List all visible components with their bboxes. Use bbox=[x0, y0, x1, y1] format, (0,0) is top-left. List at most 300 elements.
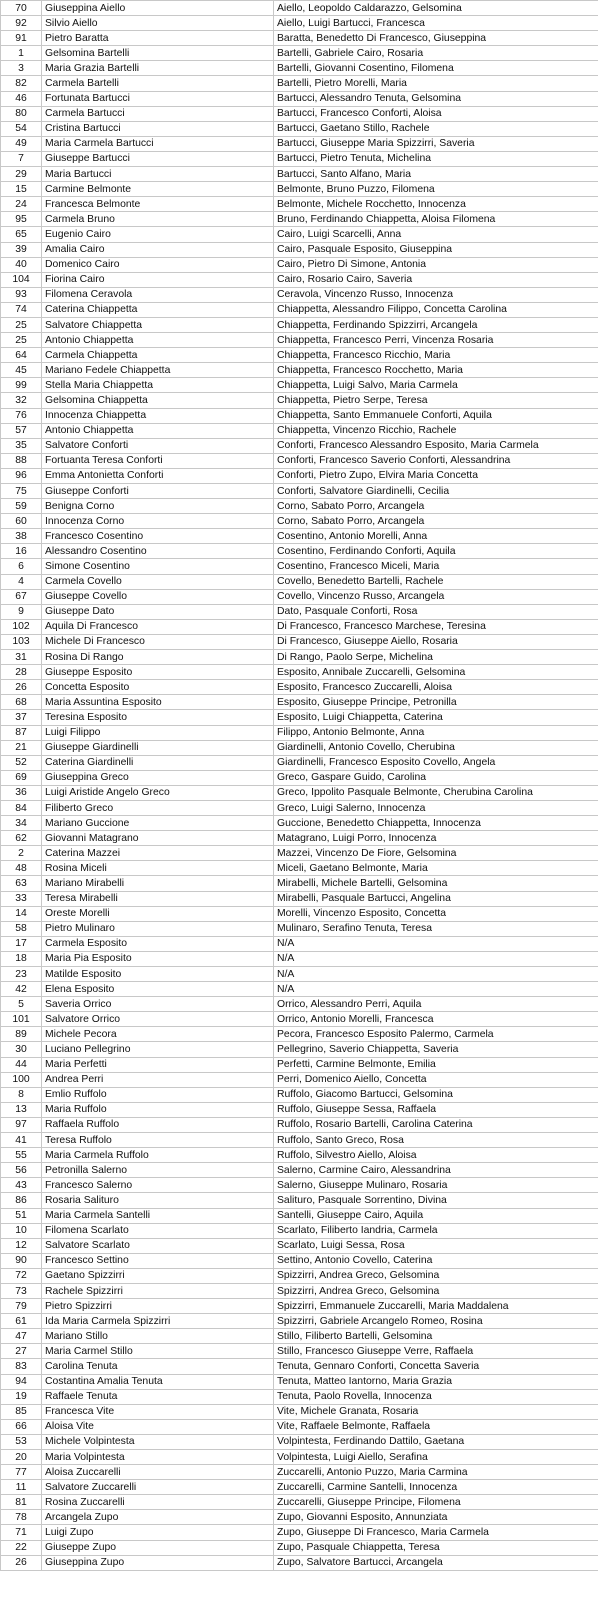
name-cell: Rosaria Salituro bbox=[42, 1193, 274, 1208]
table-row bbox=[1, 1117, 598, 1132]
table-row bbox=[1, 1148, 598, 1163]
parents-cell: Zuccarelli, Carmine Santelli, Innocenza bbox=[274, 1480, 598, 1495]
parents-cell: Giardinelli, Antonio Covello, Cherubina bbox=[274, 740, 598, 755]
table-row bbox=[1, 770, 598, 785]
parents-cell: Zuccarelli, Giuseppe Principe, Filomena bbox=[274, 1495, 598, 1510]
parents-cell: Mulinaro, Serafino Tenuta, Teresa bbox=[274, 921, 598, 936]
table-row bbox=[1, 936, 598, 951]
table-row bbox=[1, 408, 598, 423]
table-row bbox=[1, 1268, 598, 1283]
id-cell: 56 bbox=[1, 1163, 42, 1178]
name-cell: Aloisa Zuccarelli bbox=[42, 1465, 274, 1480]
parents-cell: N/A bbox=[274, 951, 598, 966]
table-row bbox=[1, 951, 598, 966]
parents-cell: Baratta, Benedetto Di Francesco, Giuseppina bbox=[274, 31, 598, 46]
table-row bbox=[1, 1344, 598, 1359]
parents-cell: Di Francesco, Francesco Marchese, Teresina bbox=[274, 619, 598, 634]
name-cell: Francesco Salerno bbox=[42, 1178, 274, 1193]
table-row bbox=[1, 1314, 598, 1329]
name-cell: Domenico Cairo bbox=[42, 257, 274, 272]
id-cell: 89 bbox=[1, 1027, 42, 1042]
parents-cell: Esposito, Giuseppe Principe, Petronilla bbox=[274, 695, 598, 710]
id-cell: 69 bbox=[1, 770, 42, 785]
id-cell: 45 bbox=[1, 363, 42, 378]
table-row bbox=[1, 227, 598, 242]
parents-cell: Bartucci, Alessandro Tenuta, Gelsomina bbox=[274, 91, 598, 106]
table-row bbox=[1, 333, 598, 348]
name-cell: Filiberto Greco bbox=[42, 800, 274, 815]
table-row bbox=[1, 1072, 598, 1087]
id-cell: 77 bbox=[1, 1465, 42, 1480]
id-cell: 19 bbox=[1, 1389, 42, 1404]
parents-cell: Salerno, Giuseppe Mulinaro, Rosaria bbox=[274, 1178, 598, 1193]
name-cell: Giovanni Matagrano bbox=[42, 831, 274, 846]
parents-cell: Cairo, Pasquale Esposito, Giuseppina bbox=[274, 242, 598, 257]
id-cell: 79 bbox=[1, 1299, 42, 1314]
table-row bbox=[1, 665, 598, 680]
parents-cell: Conforti, Salvatore Giardinelli, Cecilia bbox=[274, 484, 598, 499]
name-cell: Gelsomina Chiappetta bbox=[42, 393, 274, 408]
name-cell: Maria Ruffolo bbox=[42, 1102, 274, 1117]
name-cell: Francesco Settino bbox=[42, 1253, 274, 1268]
table-row bbox=[1, 1042, 598, 1057]
id-cell: 41 bbox=[1, 1133, 42, 1148]
parents-cell: Settino, Antonio Covello, Caterina bbox=[274, 1253, 598, 1268]
id-cell: 68 bbox=[1, 695, 42, 710]
id-cell: 18 bbox=[1, 951, 42, 966]
table-row bbox=[1, 242, 598, 257]
parents-cell: Cairo, Pietro Di Simone, Antonia bbox=[274, 257, 598, 272]
name-cell: Luciano Pellegrino bbox=[42, 1042, 274, 1057]
name-cell: Mariano Guccione bbox=[42, 816, 274, 831]
name-cell: Giuseppina Zupo bbox=[42, 1555, 274, 1570]
id-cell: 95 bbox=[1, 212, 42, 227]
table-row bbox=[1, 121, 598, 136]
table-row bbox=[1, 1208, 598, 1223]
table-row bbox=[1, 1540, 598, 1555]
parents-cell: Cairo, Luigi Scarcelli, Anna bbox=[274, 227, 598, 242]
table-row bbox=[1, 921, 598, 936]
parents-cell: Bartelli, Pietro Morelli, Maria bbox=[274, 76, 598, 91]
name-cell: Michele Volpintesta bbox=[42, 1434, 274, 1449]
name-cell: Costantina Amalia Tenuta bbox=[42, 1374, 274, 1389]
name-cell: Gelsomina Bartelli bbox=[42, 46, 274, 61]
parents-cell: Volpintesta, Luigi Aiello, Serafina bbox=[274, 1450, 598, 1465]
parents-cell: Bartucci, Pietro Tenuta, Michelina bbox=[274, 151, 598, 166]
parents-cell: Ruffolo, Giuseppe Sessa, Raffaela bbox=[274, 1102, 598, 1117]
name-cell: Fiorina Cairo bbox=[42, 272, 274, 287]
table-row bbox=[1, 1283, 598, 1298]
parents-cell: Miceli, Gaetano Belmonte, Maria bbox=[274, 861, 598, 876]
id-cell: 10 bbox=[1, 1223, 42, 1238]
parents-cell: Spizzirri, Gabriele Arcangelo Romeo, Rosina bbox=[274, 1314, 598, 1329]
table-row bbox=[1, 740, 598, 755]
table-row bbox=[1, 514, 598, 529]
parents-cell: Filippo, Antonio Belmonte, Anna bbox=[274, 725, 598, 740]
id-cell: 11 bbox=[1, 1480, 42, 1495]
id-cell: 44 bbox=[1, 1057, 42, 1072]
parents-cell: Chiappetta, Francesco Rocchetto, Maria bbox=[274, 363, 598, 378]
table-row bbox=[1, 544, 598, 559]
table-row bbox=[1, 31, 598, 46]
name-cell: Carmine Belmonte bbox=[42, 182, 274, 197]
name-cell: Pietro Mulinaro bbox=[42, 921, 274, 936]
name-cell: Rosina Zuccarelli bbox=[42, 1495, 274, 1510]
table-row bbox=[1, 1299, 598, 1314]
id-cell: 31 bbox=[1, 650, 42, 665]
name-cell: Salvatore Orrico bbox=[42, 1012, 274, 1027]
parents-cell: Aiello, Leopoldo Caldarazzo, Gelsomina bbox=[274, 1, 598, 16]
table-row bbox=[1, 197, 598, 212]
name-cell: Saveria Orrico bbox=[42, 997, 274, 1012]
parents-cell: Conforti, Francesco Saverio Conforti, Alessandrina bbox=[274, 453, 598, 468]
table-row bbox=[1, 212, 598, 227]
id-cell: 42 bbox=[1, 982, 42, 997]
table-row bbox=[1, 982, 598, 997]
parents-cell: Belmonte, Michele Rocchetto, Innocenza bbox=[274, 197, 598, 212]
parents-cell: Giardinelli, Francesco Esposito Covello, Angela bbox=[274, 755, 598, 770]
parents-cell: Perri, Domenico Aiello, Concetta bbox=[274, 1072, 598, 1087]
id-cell: 51 bbox=[1, 1208, 42, 1223]
name-cell: Rachele Spizzirri bbox=[42, 1283, 274, 1298]
parents-cell: Spizzirri, Emmanuele Zuccarelli, Maria Maddalena bbox=[274, 1299, 598, 1314]
id-cell: 1 bbox=[1, 46, 42, 61]
parents-cell: Santelli, Giuseppe Cairo, Aquila bbox=[274, 1208, 598, 1223]
table-row bbox=[1, 1480, 598, 1495]
table-row bbox=[1, 967, 598, 982]
name-cell: Maria Assuntina Esposito bbox=[42, 695, 274, 710]
table-row bbox=[1, 1102, 598, 1117]
name-cell: Salvatore Conforti bbox=[42, 438, 274, 453]
parents-cell: N/A bbox=[274, 982, 598, 997]
table-row bbox=[1, 725, 598, 740]
name-cell: Carmela Chiappetta bbox=[42, 348, 274, 363]
id-cell: 34 bbox=[1, 816, 42, 831]
parents-cell: Bartucci, Francesco Conforti, Aloisa bbox=[274, 106, 598, 121]
name-cell: Simone Cosentino bbox=[42, 559, 274, 574]
id-cell: 25 bbox=[1, 317, 42, 332]
name-cell: Emlio Ruffolo bbox=[42, 1087, 274, 1102]
parents-cell: Esposito, Francesco Zuccarelli, Aloisa bbox=[274, 680, 598, 695]
id-cell: 13 bbox=[1, 1102, 42, 1117]
id-cell: 3 bbox=[1, 61, 42, 76]
parents-cell: Pellegrino, Saverio Chiappetta, Saveria bbox=[274, 1042, 598, 1057]
name-cell: Antonio Chiappetta bbox=[42, 423, 274, 438]
parents-cell: Chiappetta, Luigi Salvo, Maria Carmela bbox=[274, 378, 598, 393]
name-cell: Giuseppe Conforti bbox=[42, 484, 274, 499]
id-cell: 104 bbox=[1, 272, 42, 287]
parents-cell: Ruffolo, Rosario Bartelli, Carolina Caterina bbox=[274, 1117, 598, 1132]
id-cell: 82 bbox=[1, 76, 42, 91]
table-row bbox=[1, 317, 598, 332]
parents-cell: Scarlato, Filiberto Iandria, Carmela bbox=[274, 1223, 598, 1238]
parents-cell: Bartelli, Gabriele Cairo, Rosaria bbox=[274, 46, 598, 61]
id-cell: 70 bbox=[1, 1, 42, 16]
name-cell: Maria Carmela Ruffolo bbox=[42, 1148, 274, 1163]
parents-cell: Cairo, Rosario Cairo, Saveria bbox=[274, 272, 598, 287]
name-cell: Giuseppe Giardinelli bbox=[42, 740, 274, 755]
name-cell: Caterina Chiappetta bbox=[42, 302, 274, 317]
name-cell: Cristina Bartucci bbox=[42, 121, 274, 136]
id-cell: 20 bbox=[1, 1450, 42, 1465]
name-cell: Elena Esposito bbox=[42, 982, 274, 997]
table-row bbox=[1, 876, 598, 891]
table-row bbox=[1, 348, 598, 363]
parents-cell: Tenuta, Paolo Rovella, Innocenza bbox=[274, 1389, 598, 1404]
name-cell: Carmela Esposito bbox=[42, 936, 274, 951]
parents-cell: Stillo, Filiberto Bartelli, Gelsomina bbox=[274, 1329, 598, 1344]
table-row bbox=[1, 1087, 598, 1102]
parents-cell: Chiappetta, Alessandro Filippo, Concetta Carolina bbox=[274, 302, 598, 317]
name-cell: Giuseppina Greco bbox=[42, 770, 274, 785]
id-cell: 71 bbox=[1, 1525, 42, 1540]
table-row bbox=[1, 710, 598, 725]
id-cell: 64 bbox=[1, 348, 42, 363]
id-cell: 76 bbox=[1, 408, 42, 423]
id-cell: 88 bbox=[1, 453, 42, 468]
table-row bbox=[1, 1495, 598, 1510]
table-row bbox=[1, 559, 598, 574]
table-row bbox=[1, 106, 598, 121]
name-cell: Maria Carmel Stillo bbox=[42, 1344, 274, 1359]
name-cell: Carmela Bruno bbox=[42, 212, 274, 227]
parents-cell: Vite, Michele Granata, Rosaria bbox=[274, 1404, 598, 1419]
name-cell: Carolina Tenuta bbox=[42, 1359, 274, 1374]
parents-cell: Salituro, Pasquale Sorrentino, Divina bbox=[274, 1193, 598, 1208]
parents-cell: Greco, Gaspare Guido, Carolina bbox=[274, 770, 598, 785]
table-row bbox=[1, 393, 598, 408]
table-row bbox=[1, 604, 598, 619]
id-cell: 26 bbox=[1, 680, 42, 695]
table-row bbox=[1, 484, 598, 499]
parents-cell: Ruffolo, Silvestro Aiello, Aloisa bbox=[274, 1148, 598, 1163]
table-row bbox=[1, 619, 598, 634]
id-cell: 61 bbox=[1, 1314, 42, 1329]
table-row bbox=[1, 800, 598, 815]
id-cell: 27 bbox=[1, 1344, 42, 1359]
table-row bbox=[1, 468, 598, 483]
id-cell: 57 bbox=[1, 423, 42, 438]
id-cell: 87 bbox=[1, 725, 42, 740]
id-cell: 91 bbox=[1, 31, 42, 46]
name-cell: Luigi Filippo bbox=[42, 725, 274, 740]
id-cell: 28 bbox=[1, 665, 42, 680]
name-cell: Maria Perfetti bbox=[42, 1057, 274, 1072]
id-cell: 100 bbox=[1, 1072, 42, 1087]
parents-cell: Tenuta, Matteo Iantorno, Maria Grazia bbox=[274, 1374, 598, 1389]
table-row bbox=[1, 302, 598, 317]
table-row bbox=[1, 91, 598, 106]
id-cell: 63 bbox=[1, 876, 42, 891]
parents-cell: Ruffolo, Santo Greco, Rosa bbox=[274, 1133, 598, 1148]
id-cell: 9 bbox=[1, 604, 42, 619]
id-cell: 72 bbox=[1, 1268, 42, 1283]
parents-cell: Aiello, Luigi Bartucci, Francesca bbox=[274, 16, 598, 31]
name-cell: Pietro Spizzirri bbox=[42, 1299, 274, 1314]
parents-cell: Mirabelli, Michele Bartelli, Gelsomina bbox=[274, 876, 598, 891]
parents-cell: Mazzei, Vincenzo De Fiore, Gelsomina bbox=[274, 846, 598, 861]
table-row bbox=[1, 1525, 598, 1540]
parents-cell: Chiappetta, Francesco Ricchio, Maria bbox=[274, 348, 598, 363]
parents-cell: Chiappetta, Vincenzo Ricchio, Rachele bbox=[274, 423, 598, 438]
name-cell: Salvatore Zuccarelli bbox=[42, 1480, 274, 1495]
name-cell: Filomena Scarlato bbox=[42, 1223, 274, 1238]
id-cell: 92 bbox=[1, 16, 42, 31]
parents-cell: Corno, Sabato Porro, Arcangela bbox=[274, 499, 598, 514]
parents-cell: Esposito, Luigi Chiappetta, Caterina bbox=[274, 710, 598, 725]
table-row bbox=[1, 1238, 598, 1253]
id-cell: 17 bbox=[1, 936, 42, 951]
parents-cell: Corno, Sabato Porro, Arcangela bbox=[274, 514, 598, 529]
table-row bbox=[1, 287, 598, 302]
table-row bbox=[1, 1329, 598, 1344]
name-cell: Maria Volpintesta bbox=[42, 1450, 274, 1465]
table-row bbox=[1, 529, 598, 544]
table-row bbox=[1, 363, 598, 378]
parents-cell: Di Rango, Paolo Serpe, Michelina bbox=[274, 650, 598, 665]
table-row bbox=[1, 574, 598, 589]
parents-cell: Ceravola, Vincenzo Russo, Innocenza bbox=[274, 287, 598, 302]
id-cell: 65 bbox=[1, 227, 42, 242]
parents-cell: Zupo, Salvatore Bartucci, Arcangela bbox=[274, 1555, 598, 1570]
id-cell: 39 bbox=[1, 242, 42, 257]
parents-cell: Mirabelli, Pasquale Bartucci, Angelina bbox=[274, 891, 598, 906]
parents-cell: Di Francesco, Giuseppe Aiello, Rosaria bbox=[274, 634, 598, 649]
name-cell: Caterina Giardinelli bbox=[42, 755, 274, 770]
id-cell: 101 bbox=[1, 1012, 42, 1027]
name-cell: Silvio Aiello bbox=[42, 16, 274, 31]
table-row bbox=[1, 650, 598, 665]
parents-cell: Guccione, Benedetto Chiappetta, Innocenza bbox=[274, 816, 598, 831]
name-cell: Matilde Esposito bbox=[42, 967, 274, 982]
parents-cell: Chiappetta, Ferdinando Spizzirri, Arcangela bbox=[274, 317, 598, 332]
id-cell: 8 bbox=[1, 1087, 42, 1102]
parents-cell: Bartucci, Santo Alfano, Maria bbox=[274, 167, 598, 182]
parents-cell: Matagrano, Luigi Porro, Innocenza bbox=[274, 831, 598, 846]
parents-cell: Chiappetta, Francesco Perri, Vincenza Rosaria bbox=[274, 333, 598, 348]
id-cell: 30 bbox=[1, 1042, 42, 1057]
table-row bbox=[1, 1193, 598, 1208]
parents-cell: Bartucci, Gaetano Stillo, Rachele bbox=[274, 121, 598, 136]
parents-cell: Scarlato, Luigi Sessa, Rosa bbox=[274, 1238, 598, 1253]
table-row bbox=[1, 1133, 598, 1148]
name-cell: Mariano Fedele Chiappetta bbox=[42, 363, 274, 378]
id-cell: 97 bbox=[1, 1117, 42, 1132]
name-cell: Fortunata Bartucci bbox=[42, 91, 274, 106]
name-cell: Gaetano Spizzirri bbox=[42, 1268, 274, 1283]
name-cell: Francesca Belmonte bbox=[42, 197, 274, 212]
id-cell: 99 bbox=[1, 378, 42, 393]
id-cell: 36 bbox=[1, 785, 42, 800]
id-cell: 84 bbox=[1, 800, 42, 815]
table-row bbox=[1, 272, 598, 287]
name-cell: Carmela Bartelli bbox=[42, 76, 274, 91]
table-row bbox=[1, 1450, 598, 1465]
name-cell: Eugenio Cairo bbox=[42, 227, 274, 242]
id-cell: 16 bbox=[1, 544, 42, 559]
name-cell: Emma Antonietta Conforti bbox=[42, 468, 274, 483]
parents-cell: Bartucci, Giuseppe Maria Spizzirri, Saveria bbox=[274, 136, 598, 151]
name-cell: Aquila Di Francesco bbox=[42, 619, 274, 634]
table-row bbox=[1, 76, 598, 91]
parents-cell: Zupo, Giuseppe Di Francesco, Maria Carmela bbox=[274, 1525, 598, 1540]
name-cell: Teresina Esposito bbox=[42, 710, 274, 725]
id-cell: 32 bbox=[1, 393, 42, 408]
name-cell: Luigi Aristide Angelo Greco bbox=[42, 785, 274, 800]
table-row bbox=[1, 438, 598, 453]
id-cell: 38 bbox=[1, 529, 42, 544]
name-cell: Carmela Bartucci bbox=[42, 106, 274, 121]
name-cell: Petronilla Salerno bbox=[42, 1163, 274, 1178]
parents-cell: Greco, Ippolito Pasquale Belmonte, Cherubina Carolina bbox=[274, 785, 598, 800]
name-cell: Aloisa Vite bbox=[42, 1419, 274, 1434]
name-cell: Giuseppe Esposito bbox=[42, 665, 274, 680]
table-row bbox=[1, 1389, 598, 1404]
name-cell: Stella Maria Chiappetta bbox=[42, 378, 274, 393]
id-cell: 94 bbox=[1, 1374, 42, 1389]
parents-cell: Stillo, Francesco Giuseppe Verre, Raffaela bbox=[274, 1344, 598, 1359]
name-cell: Teresa Ruffolo bbox=[42, 1133, 274, 1148]
parents-cell: Chiappetta, Santo Emmanuele Conforti, Aquila bbox=[274, 408, 598, 423]
parents-cell: Dato, Pasquale Conforti, Rosa bbox=[274, 604, 598, 619]
id-cell: 59 bbox=[1, 499, 42, 514]
table-row bbox=[1, 1510, 598, 1525]
id-cell: 35 bbox=[1, 438, 42, 453]
parents-cell: Covello, Benedetto Bartelli, Rachele bbox=[274, 574, 598, 589]
name-cell: Innocenza Chiappetta bbox=[42, 408, 274, 423]
id-cell: 66 bbox=[1, 1419, 42, 1434]
parents-cell: N/A bbox=[274, 936, 598, 951]
name-cell: Fortuanta Teresa Conforti bbox=[42, 453, 274, 468]
table-row bbox=[1, 16, 598, 31]
id-cell: 43 bbox=[1, 1178, 42, 1193]
table-row bbox=[1, 1012, 598, 1027]
parents-cell: N/A bbox=[274, 967, 598, 982]
name-cell: Ida Maria Carmela Spizzirri bbox=[42, 1314, 274, 1329]
table-body bbox=[1, 1, 598, 1571]
parents-cell: Cosentino, Antonio Morelli, Anna bbox=[274, 529, 598, 544]
id-cell: 102 bbox=[1, 619, 42, 634]
id-cell: 48 bbox=[1, 861, 42, 876]
parents-cell: Orrico, Antonio Morelli, Francesca bbox=[274, 1012, 598, 1027]
id-cell: 93 bbox=[1, 287, 42, 302]
parents-cell: Chiappetta, Pietro Serpe, Teresa bbox=[274, 393, 598, 408]
parents-cell: Zupo, Pasquale Chiappetta, Teresa bbox=[274, 1540, 598, 1555]
id-cell: 58 bbox=[1, 921, 42, 936]
table-row bbox=[1, 257, 598, 272]
name-cell: Maria Carmela Santelli bbox=[42, 1208, 274, 1223]
id-cell: 47 bbox=[1, 1329, 42, 1344]
name-cell: Mariano Mirabelli bbox=[42, 876, 274, 891]
name-cell: Filomena Ceravola bbox=[42, 287, 274, 302]
id-cell: 73 bbox=[1, 1283, 42, 1298]
id-cell: 7 bbox=[1, 151, 42, 166]
name-cell: Raffaele Tenuta bbox=[42, 1389, 274, 1404]
parents-cell: Pecora, Francesco Esposito Palermo, Carmela bbox=[274, 1027, 598, 1042]
name-cell: Luigi Zupo bbox=[42, 1525, 274, 1540]
table-row bbox=[1, 680, 598, 695]
parents-cell: Covello, Vincenzo Russo, Arcangela bbox=[274, 589, 598, 604]
name-cell: Teresa Mirabelli bbox=[42, 891, 274, 906]
parents-cell: Conforti, Francesco Alessandro Esposito, Maria Carmela bbox=[274, 438, 598, 453]
name-cell: Giuseppe Bartucci bbox=[42, 151, 274, 166]
table-row bbox=[1, 1253, 598, 1268]
id-cell: 80 bbox=[1, 106, 42, 121]
table-row bbox=[1, 785, 598, 800]
id-cell: 96 bbox=[1, 468, 42, 483]
name-cell: Carmela Covello bbox=[42, 574, 274, 589]
id-cell: 22 bbox=[1, 1540, 42, 1555]
